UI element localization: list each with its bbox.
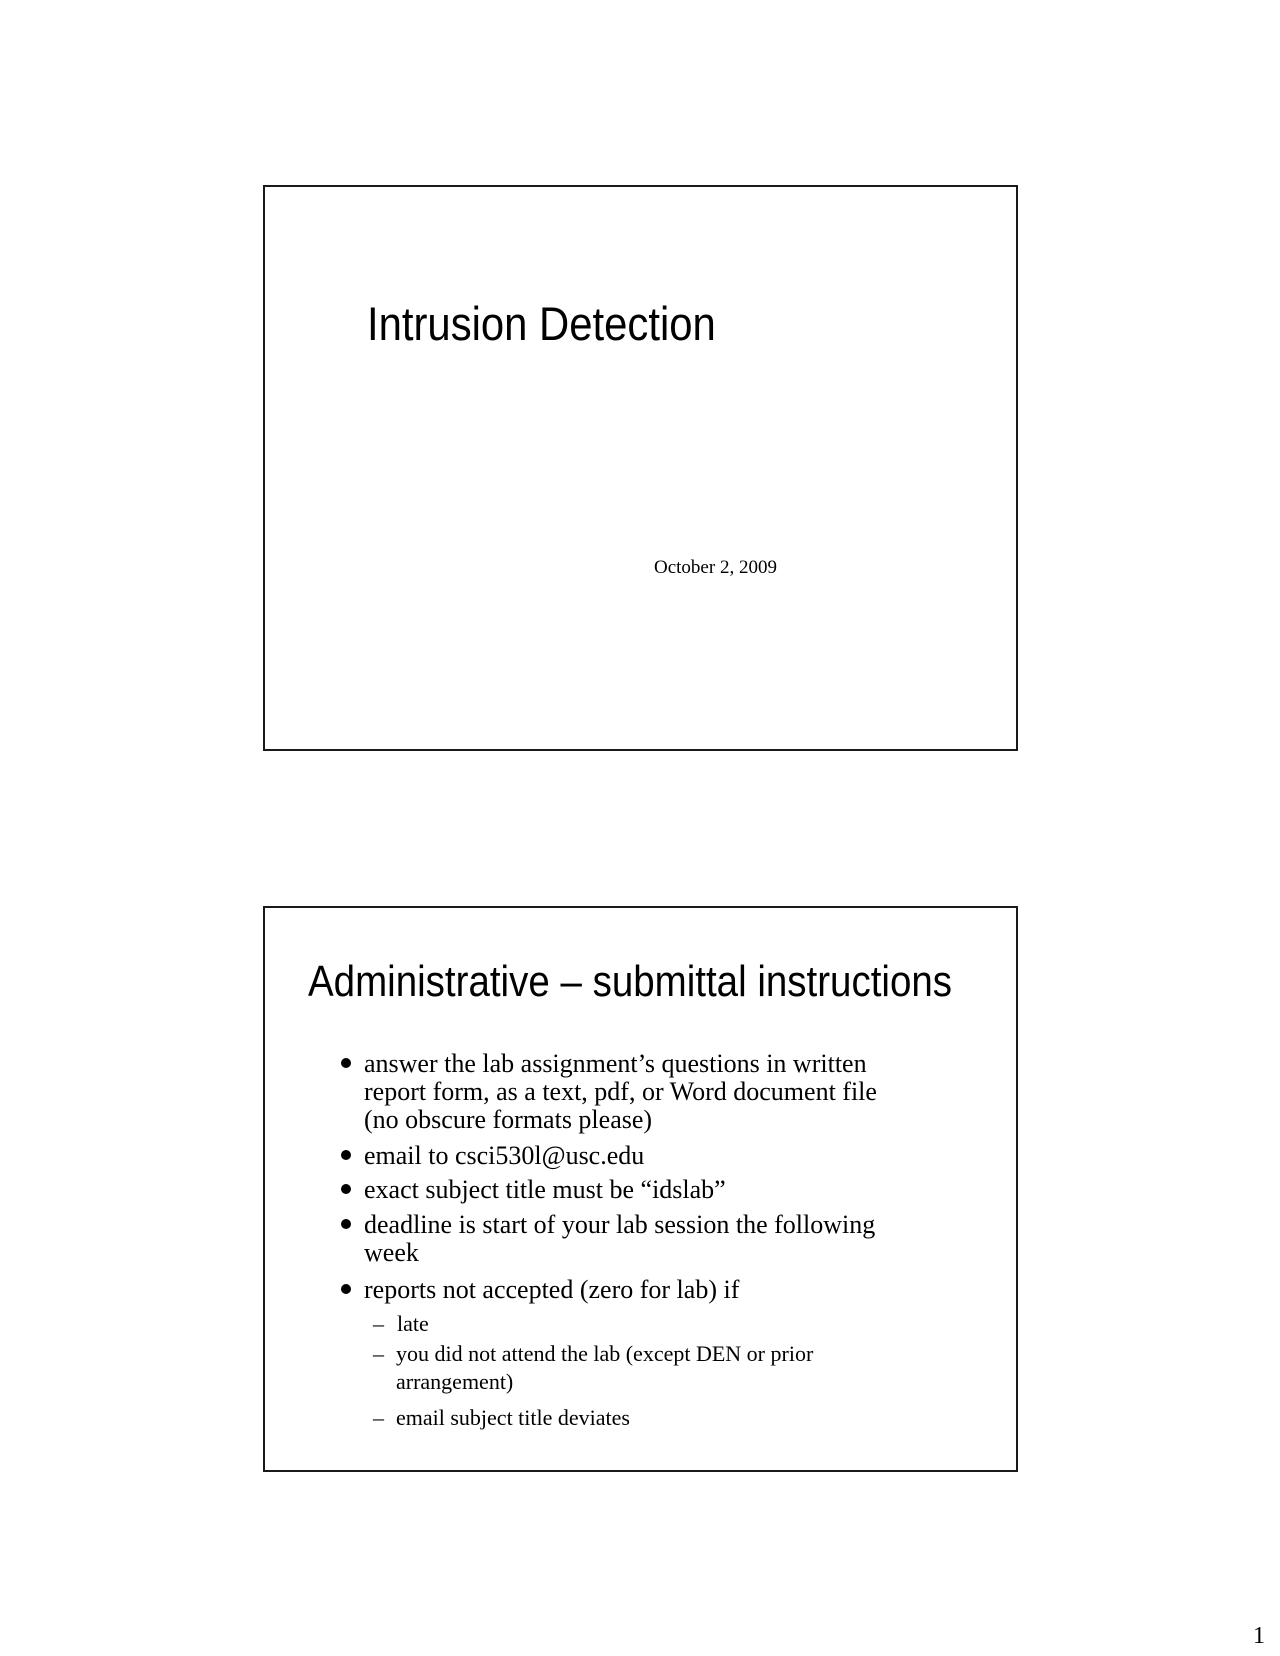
sub-bullet-text-line: email subject title deviates	[396, 1405, 630, 1430]
bullet-text-line: answer the lab assignment’s questions in written	[364, 1049, 867, 1078]
bullet-text-line: deadline is start of your lab session the following	[364, 1210, 876, 1239]
slide-title	[263, 185, 1018, 751]
slide-title-heading: Intrusion Detection	[367, 297, 716, 350]
dash-icon: –	[373, 1341, 384, 1366]
page-number: 1	[1253, 1623, 1265, 1649]
bullet-text-line: report form, as a text, pdf, or Word document file	[364, 1077, 877, 1106]
bullet-text-line: exact subject title must be “idslab”	[364, 1175, 726, 1204]
bullet-text-line: week	[364, 1238, 419, 1267]
bullet-icon	[341, 1219, 351, 1229]
presentation-date: October 2, 2009	[654, 557, 777, 578]
bullet-icon	[341, 1150, 351, 1160]
slide-heading: Administrative – submittal instructions	[308, 957, 953, 1006]
dash-icon: –	[373, 1311, 384, 1336]
bullet-text-line: (no obscure formats please)	[364, 1105, 653, 1134]
slide-administrative	[263, 906, 1018, 1472]
sub-bullet-text-line: you did not attend the lab (except DEN or prior	[396, 1341, 814, 1366]
bullet-text-line: email to csci530l@usc.edu	[364, 1141, 645, 1170]
sub-bullet-text-line: arrangement)	[396, 1369, 514, 1394]
dash-icon: –	[373, 1405, 384, 1430]
bullet-icon	[341, 1284, 351, 1294]
bullet-text-line: reports not accepted (zero for lab) if	[364, 1275, 740, 1304]
bullet-icon	[341, 1058, 351, 1068]
sub-bullet-text-line: late	[397, 1311, 429, 1336]
bullet-icon	[341, 1184, 351, 1194]
